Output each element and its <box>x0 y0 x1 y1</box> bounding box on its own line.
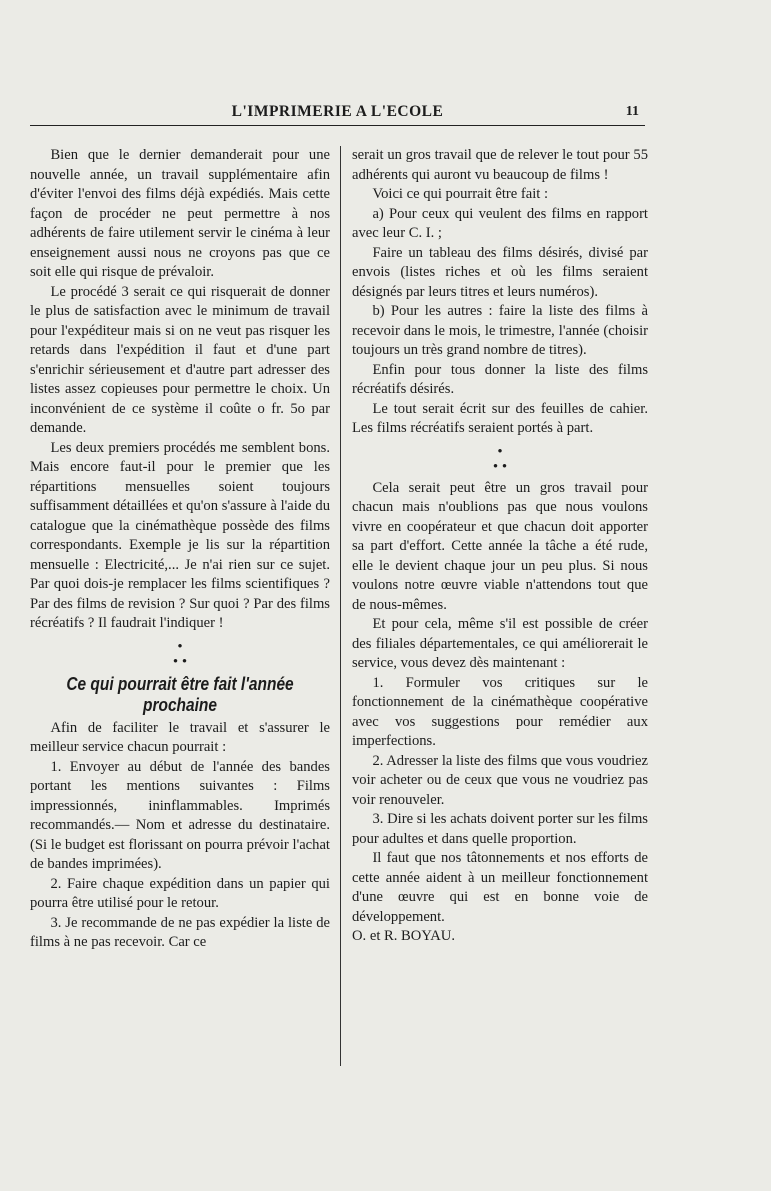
signature: O. et R. BOYAU. <box>352 928 455 944</box>
paragraph: Et pour cela, même s'il est possible de créer des filiales départementales, ce qui améliorerait le service, vous devez dès maintenant : <box>352 616 648 671</box>
list-item: 1. Envoyer au début de l'année des bandes portant les mentions suivantes : Films impressionnés, ininflammables. Imprimés recommandés.— Nom et adresse du destinataire. (Si le budget est florissant on pourra prévoir l'achat de bandes imprimées). <box>30 758 330 872</box>
section-heading: Ce qui pourrait être fait l'année prochaine <box>66 673 294 715</box>
left-column <box>30 146 330 953</box>
paragraph: Cela serait peut être un gros travail pour chacun mais n'oublions pas que nous voulons vivre en coopérateur et que chacun doit apporter sa part d'effort. Cette année la tâche a été rude, elle le devient chaque jour un peu plus. Si nous voulons notre œuvre viable n'attendons tout que de nous-mêmes. <box>352 479 648 613</box>
paragraph: a) Pour ceux qui veulent des films en rapport avec leur C. I. ; <box>352 205 648 241</box>
page-number: 11 <box>625 104 639 119</box>
list-item: 2. Adresser la liste des films que vous voudriez voir acheter ou de ceux que vous ne voudriez pas voir renouveler. <box>352 752 648 808</box>
ornament-dots-bottom: • • <box>492 458 508 475</box>
right-column <box>352 146 648 947</box>
paragraph: Voici ce qui pourrait être fait : <box>372 186 549 202</box>
paragraph: b) Pour les autres : faire la liste des films à recevoir dans le mois, le trimestre, l'année (choisir toujours un très grand nombre de titres). <box>352 303 648 358</box>
section-ornament <box>30 640 330 670</box>
paragraph: Faire un tableau des films désirés, divisé par envois (listes riches et où les films seraient désignés par leurs titres et leurs numéros). <box>352 244 648 300</box>
paragraph: Les deux premiers procédés me semblent bons. Mais encore faut-il pour le premier que les répartitions mensuelles soient toujours suffisamment détaillées et qu'on s'assure à l'aide du catalogue que la cinémathèque possède des films correspondants. Exemple je lis sur la répartition mensuelle : Electricité,... Je n'ai rien sur ce sujet. Par quoi dois-je remplacer les films scientifiques ? Par des films de revision ? Sur quoi ? Par des films récréatifs ? Il faudrait l'indiquer ! <box>30 439 330 631</box>
running-header <box>30 103 645 126</box>
paragraph: Il faut que nos tâtonnements et nos efforts de cette année aident à un meilleur fonctionnement d'une œuvre qui est en bonne voie de développement. <box>352 850 648 925</box>
section-ornament <box>352 445 648 475</box>
ornament-dot-top: • <box>497 443 503 460</box>
list-item: 1. Formuler vos critiques sur le fonctionnement de la cinémathèque coopérative avec vos suggestions pour remédier aux imperfections. <box>352 674 648 749</box>
ornament-dots-bottom: • • <box>172 653 188 670</box>
paragraph: Le procédé 3 serait ce qui risquerait de donner le plus de satisfaction avec le minimum de travail pour l'expéditeur mais si on ne veut pas risquer les retards dans l'expédition il faut et d'une part s'enrichir sérieusement et d'autre part adresser des listes assez copieuses pour permettre le choix. Un inconvénient de ce système il coûte o fr. 5o par demande. <box>30 283 330 436</box>
paragraph: Le tout serait écrit sur des feuilles de cahier. Les films récréatifs seraient portés à part. <box>352 400 648 436</box>
paragraph: Enfin pour tous donner la liste des films récréatifs désirés. <box>352 361 648 397</box>
column-divider <box>340 146 341 1066</box>
list-item: 2. Faire chaque expédition dans un papier qui pourra être utilisé pour le retour. <box>30 875 330 911</box>
list-item: 3. Je recommande de ne pas expédier la liste de films à ne pas recevoir. Car ce <box>30 914 330 950</box>
paragraph: Bien que le dernier demanderait pour une nouvelle année, un travail supplémentaire afin d'éviter l'envoi des films déjà expédiés. Mais cette façon de procéder ne peut permettre à nos adhérents de faire utilement servir le cinéma à leur enseignement aussi nous ne croyons pas que ce soit elle qui risque de prévaloir. <box>30 147 330 280</box>
paragraph: serait un gros travail que de relever le tout pour 55 adhérents qui auront vu beaucoup de films ! <box>352 147 648 183</box>
paragraph: Afin de faciliter le travail et s'assurer le meilleur service chacun pourrait : <box>30 719 330 755</box>
list-item: 3. Dire si les achats doivent porter sur les films pour adultes et dans quelle proportion. <box>352 811 648 847</box>
ornament-dot-top: • <box>177 638 183 655</box>
journal-title: L'IMPRIMERIE A L'ECOLE <box>231 103 444 120</box>
